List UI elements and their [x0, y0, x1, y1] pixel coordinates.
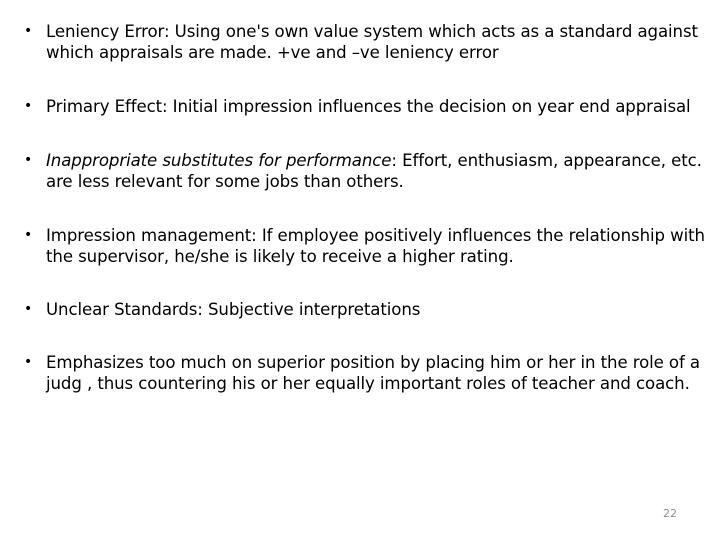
bullet-text: Primary Effect: Initial impression influences the decision on year end appraisal — [46, 97, 691, 116]
bullet-marker: • — [24, 152, 33, 168]
bullet-inappropriate-substitutes — [24, 150, 714, 192]
bullet-text: Emphasizes too much on superior position by placing him or her in the role of a judg , thus countering his or her equally important roles of teacher and coach. — [46, 353, 700, 393]
bullet-marker: • — [24, 23, 33, 39]
bullet-marker: • — [24, 98, 33, 114]
bullet-italic-heading: Inappropriate substitutes for performance — [46, 151, 392, 170]
bullet-unclear-standards — [24, 299, 714, 320]
bullet-text: Leniency Error: Using one's own value system which acts as a standard against which appraisals are made. +ve and –ve leniency error — [46, 22, 698, 62]
page-number: 22 — [663, 507, 677, 520]
bullet-leniency-error — [24, 21, 714, 63]
bullet-marker: • — [24, 301, 33, 317]
bullet-marker: • — [24, 227, 33, 243]
bullet-marker: • — [24, 354, 33, 370]
bullet-primary-effect — [24, 96, 714, 117]
bullet-list — [24, 21, 714, 394]
bullet-text: Impression management: If employee positively influences the relationship with the supervisor, he/she is likely to receive a higher rating. — [46, 226, 705, 266]
bullet-text: : Effort, enthusiasm, appearance, etc. are less relevant for some jobs than others. — [46, 151, 702, 191]
bullet-superior-position — [24, 352, 714, 394]
bullet-text: Unclear Standards: Subjective interpretations — [46, 300, 421, 319]
bullet-impression-management — [24, 225, 714, 267]
